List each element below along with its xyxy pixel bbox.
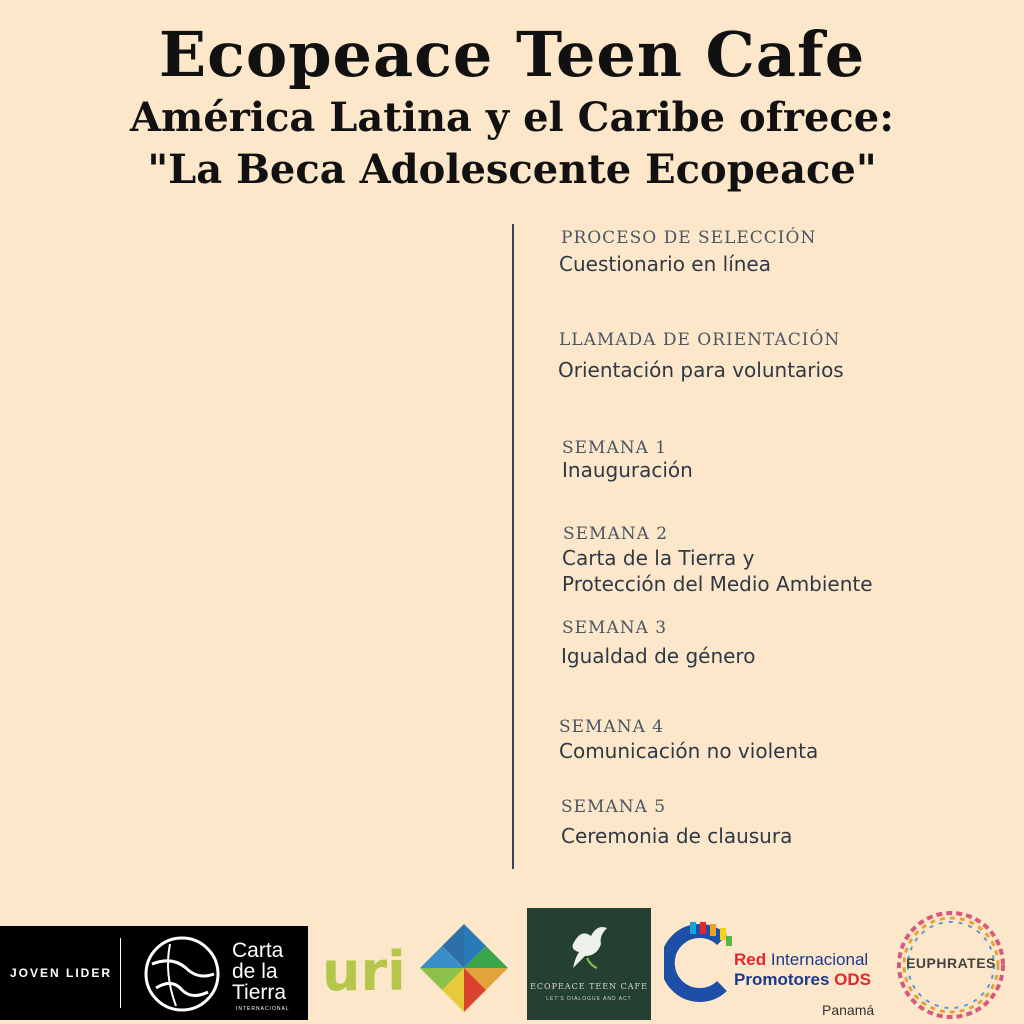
event-description: Comunicación no violenta	[559, 739, 819, 763]
event-category: LLAMADA DE ORIENTACIÓN	[559, 330, 841, 350]
event-description: Ceremonia de clausura	[561, 824, 793, 848]
uri-logo	[318, 918, 518, 1018]
carta-internacional-label: INTERNACIONAL	[236, 1006, 290, 1012]
event-description: Orientación para voluntarios	[558, 358, 844, 382]
event-category: SEMANA 4	[559, 717, 665, 737]
timeline-divider	[512, 224, 514, 869]
red-panama-label: Panamá	[822, 1002, 875, 1018]
logo-divider	[120, 938, 121, 1008]
sponsor-logos	[0, 898, 1024, 1024]
event-description: Igualdad de género	[561, 644, 756, 668]
euphrates-logo	[892, 906, 1010, 1024]
pinwheel-icon	[414, 918, 514, 1018]
event-category: SEMANA 1	[562, 438, 668, 458]
dove-icon	[567, 922, 611, 972]
event-category: SEMANA 2	[563, 524, 669, 544]
red-promotores-ods-logo	[664, 918, 886, 1022]
euphrates-wordmark: EUPHRATES	[906, 955, 996, 971]
main-title: Ecopeace Teen Cafe	[158, 18, 866, 91]
ods-ring-icon	[664, 918, 736, 1008]
carta-tierra-wordmark: Carta de la Tierra	[232, 939, 287, 1004]
event-category: SEMANA 5	[561, 797, 667, 817]
event-category: PROCESO DE SELECCIÓN	[561, 228, 817, 248]
event-description-line1: Carta de la Tierra y	[562, 546, 755, 570]
ecopeace-tagline: LET'S DIALOGUE AND ACT	[546, 996, 632, 1002]
joven-lider-carta-tierra-logo	[0, 926, 308, 1020]
globe-icon	[142, 934, 222, 1014]
event-description-line2: Protección del Medio Ambiente	[562, 572, 873, 596]
event-description: Inauguración	[562, 458, 693, 482]
event-category: SEMANA 3	[562, 618, 668, 638]
subtitle-region: América Latina y el Caribe ofrece:	[129, 94, 894, 141]
event-description: Cuestionario en línea	[559, 252, 771, 276]
subtitle-program: "La Beca Adolescente Ecopeace"	[147, 146, 877, 193]
ecopeace-teen-cafe-logo	[527, 908, 651, 1020]
ecopeace-wordmark: ECOPEACE TEEN CAFE	[530, 982, 648, 991]
joven-lider-label: JOVEN LIDER	[10, 966, 113, 980]
red-internacional-text: Red Internacional	[734, 950, 869, 969]
uri-wordmark: uri	[322, 940, 406, 1003]
promotores-ods-text: Promotores ODS	[734, 970, 871, 989]
